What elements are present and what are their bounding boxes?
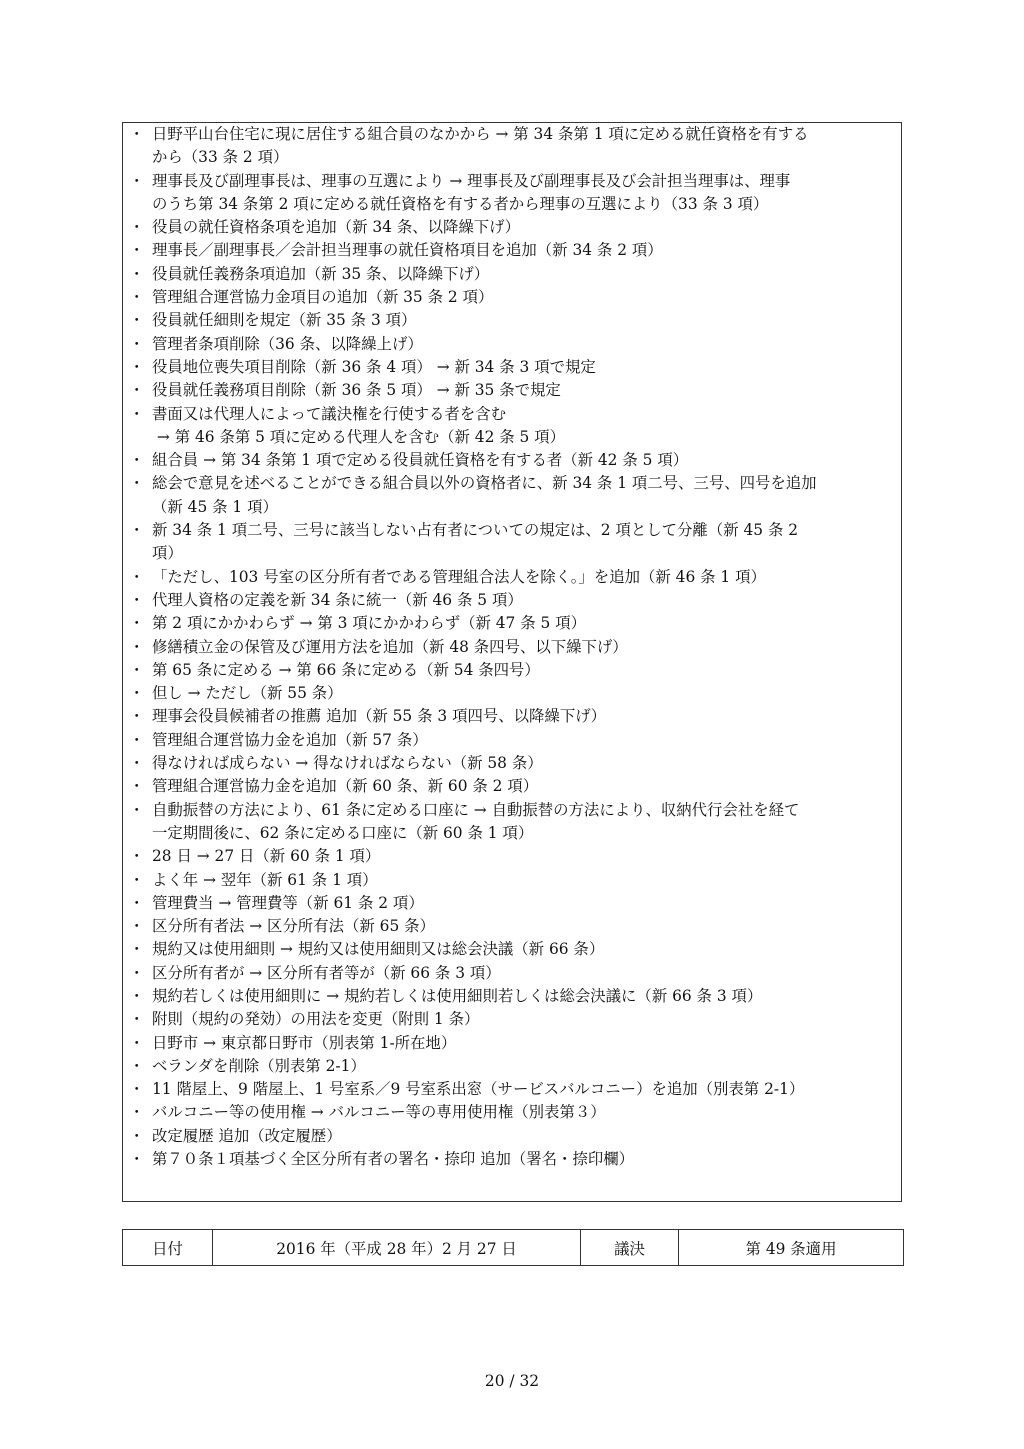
resolution-row <box>123 1230 904 1266</box>
bullet-mark: ・ <box>129 474 145 493</box>
list-item-text: 日野市 → 東京都日野市（別表第 1-所在地） <box>152 1033 457 1052</box>
amendment-list <box>129 123 895 1171</box>
list-item-text: 理事長／副理事長／会計担当理事の就任資格項目を追加（新 34 条 2 項） <box>152 241 663 260</box>
list-item <box>129 216 895 239</box>
list-item-text: 管理組合運営協力金項目の追加（新 35 条 2 項） <box>152 288 494 307</box>
list-item <box>129 1101 895 1124</box>
list-item <box>129 775 895 798</box>
list-item-text: 11 階屋上、9 階屋上、1 号室系／9 号室系出窓（サービスバルコニー）を追加（別表第 2-1） <box>152 1080 805 1099</box>
bullet-mark: ・ <box>129 707 145 726</box>
bullet-mark: ・ <box>129 241 145 260</box>
list-item-text: 役員就任義務条項追加（新 35 条、以降繰下げ） <box>152 264 490 283</box>
list-item <box>129 729 895 752</box>
bullet-mark: ・ <box>129 847 145 866</box>
list-item <box>129 589 895 612</box>
bullet-mark: ・ <box>129 1056 145 1075</box>
list-item <box>129 659 895 682</box>
list-item-text: 書面又は代理人によって議決権を行使する者を含む → 第 46 条第 5 項に定める代理人を含む（新 42 条 5 項） <box>152 404 566 446</box>
list-item-text: 役員就任義務項目削除（新 36 条 5 項） → 新 35 条で規定 <box>152 381 561 400</box>
bullet-mark: ・ <box>129 218 145 237</box>
list-item-text: 第７０条１項基づく全区分所有者の署名・捺印 追加（署名・捺印欄） <box>152 1150 635 1169</box>
list-item-text: 管理組合運営協力金を追加（新 60 条、新 60 条 2 項） <box>152 777 539 796</box>
bullet-mark: ・ <box>129 1103 145 1122</box>
list-item <box>129 379 895 402</box>
list-item-text: 得なければ成らない → 得なければならない（新 58 条） <box>152 754 543 773</box>
list-item <box>129 449 895 472</box>
bullet-mark: ・ <box>129 264 145 283</box>
list-item-text: 日野平山台住宅に現に居住する組合員のなかから → 第 34 条第 1 項に定める就任資格を有する から（33 条 2 項） <box>152 125 809 167</box>
list-item-text: 理事会役員候補者の推薦 追加（新 55 条 3 項四号、以降繰下げ） <box>152 707 606 726</box>
list-item-text: 管理組合運営協力金を追加（新 57 条） <box>152 730 428 749</box>
list-item <box>129 286 895 309</box>
list-item-text: 附則（規約の発効）の用法を変更（附則 1 条） <box>152 1010 480 1029</box>
list-item-text: 理事長及び副理事長は、理事の互選により → 理事長及び副理事長及び会計担当理事は、理事 のうち第 34 条第 2 項に定める就任資格を有する者から理事の互選により（33 条 3 項） <box>152 171 791 213</box>
list-item <box>129 1055 895 1078</box>
bullet-mark: ・ <box>129 893 145 912</box>
list-item <box>129 636 895 659</box>
list-item <box>129 799 895 846</box>
bullet-mark: ・ <box>129 311 145 330</box>
list-item-text: 役員就任細則を規定（新 35 条 3 項） <box>152 311 417 330</box>
list-item <box>129 1078 895 1101</box>
list-item <box>129 1032 895 1055</box>
bullet-mark: ・ <box>129 171 145 190</box>
list-item <box>129 309 895 332</box>
list-item-text: 新 34 条 1 項二号、三号に該当しない占有者についての規定は、2 項として分離（新 45 条 2 項） <box>152 521 799 563</box>
list-item <box>129 263 895 286</box>
list-item-text: 組合員 → 第 34 条第 1 項で定める役員就任資格を有する者（新 42 条 5 項） <box>152 451 689 470</box>
list-item-text: 役員の就任資格条項を追加（新 34 条、以降繰下げ） <box>152 218 520 237</box>
list-item <box>129 962 895 985</box>
list-item <box>129 123 895 170</box>
list-item <box>129 333 895 356</box>
list-item-text: 第 65 条に定める → 第 66 条に定める（新 54 条四号） <box>152 660 540 679</box>
bullet-mark: ・ <box>129 125 145 143</box>
bullet-mark: ・ <box>129 1010 145 1029</box>
list-item <box>129 752 895 775</box>
list-item-text: 総会で意見を述べることができる組合員以外の資格者に、新 34 条 1 項二号、三号、四号を追加 （新 45 条 1 項） <box>152 474 817 516</box>
bullet-mark: ・ <box>129 1150 145 1169</box>
bullet-mark: ・ <box>129 1033 145 1052</box>
list-item <box>129 612 895 635</box>
bullet-mark: ・ <box>129 334 145 353</box>
bullet-mark: ・ <box>129 730 145 749</box>
resolution-label: 議決 <box>581 1230 679 1266</box>
bullet-mark: ・ <box>129 1080 145 1099</box>
list-item-text: 代理人資格の定義を新 34 条に統一（新 46 条 5 項） <box>152 590 523 609</box>
bullet-mark: ・ <box>129 590 145 609</box>
bullet-mark: ・ <box>129 1126 145 1145</box>
bullet-mark: ・ <box>129 917 145 936</box>
list-item <box>129 403 895 450</box>
list-item <box>129 170 895 217</box>
list-item <box>129 1008 895 1031</box>
list-item <box>129 985 895 1008</box>
amendment-list-box <box>122 122 902 1202</box>
bullet-mark: ・ <box>129 754 145 773</box>
list-item-text: 役員地位喪失項目削除（新 36 条 4 項） → 新 34 条 3 項で規定 <box>152 357 596 376</box>
resolution-value: 第 49 条適用 <box>679 1230 904 1266</box>
list-item <box>129 519 895 566</box>
list-item-text: よく年 → 翌年（新 61 条 1 項） <box>152 870 378 889</box>
list-item-text: バルコニー等の使用権 → バルコニー等の専用使用権（別表第３） <box>152 1103 606 1122</box>
list-item-text: 規約若しくは使用細則に → 規約若しくは使用細則若しくは総会決議に（新 66 条 3 項） <box>152 986 763 1005</box>
bullet-mark: ・ <box>129 521 145 540</box>
list-item-text: 管理者条項削除（36 条、以降繰上げ） <box>152 334 423 353</box>
bullet-mark: ・ <box>129 567 145 586</box>
list-item-text: 修繕積立金の保管及び運用方法を追加（新 48 条四号、以下繰下げ） <box>152 637 628 656</box>
page-number: 20 / 32 <box>484 1372 540 1390</box>
bullet-mark: ・ <box>129 660 145 679</box>
list-item-text: 規約又は使用細則 → 規約又は使用細則又は総会決議（新 66 条） <box>152 940 605 959</box>
list-item-text: 自動振替の方法により、61 条に定める口座に → 自動振替の方法により、収納代行会社を経て 一定期間後に、62 条に定める口座に（新 60 条 1 項） <box>152 800 800 842</box>
bullet-mark: ・ <box>129 963 145 982</box>
list-item-text: 区分所有者が → 区分所有者等が（新 66 条 3 項） <box>152 963 501 982</box>
list-item <box>129 239 895 262</box>
bullet-mark: ・ <box>129 870 145 889</box>
list-item-text: 区分所有者法 → 区分所有法（新 65 条） <box>152 917 435 936</box>
list-item-text: ベランダを削除（別表第 2-1） <box>152 1056 366 1075</box>
list-item <box>129 845 895 868</box>
list-item <box>129 682 895 705</box>
list-item <box>129 869 895 892</box>
bullet-mark: ・ <box>129 357 145 376</box>
list-item-text: 28 日 → 27 日（新 60 条 1 項） <box>152 847 381 866</box>
bullet-mark: ・ <box>129 940 145 959</box>
bullet-mark: ・ <box>129 614 145 633</box>
list-item-text: 第 2 項にかかわらず → 第 3 項にかかわらず（新 47 条 5 項） <box>152 614 586 633</box>
list-item <box>129 705 895 728</box>
bullet-mark: ・ <box>129 986 145 1005</box>
list-item-text: 但し → ただし（新 55 条） <box>152 684 343 703</box>
bullet-mark: ・ <box>129 451 145 470</box>
list-item <box>129 472 895 519</box>
list-item <box>129 1125 895 1148</box>
list-item <box>129 356 895 379</box>
list-item <box>129 892 895 915</box>
bullet-mark: ・ <box>129 637 145 656</box>
bullet-mark: ・ <box>129 777 145 796</box>
list-item <box>129 915 895 938</box>
bullet-mark: ・ <box>129 381 145 400</box>
bullet-mark: ・ <box>129 288 145 307</box>
list-item-text: 管理費当 → 管理費等（新 61 条 2 項） <box>152 893 424 912</box>
resolution-table <box>122 1229 904 1266</box>
bullet-mark: ・ <box>129 800 145 819</box>
bullet-mark: ・ <box>129 684 145 703</box>
list-item-text: 「ただし、103 号室の区分所有者である管理組合法人を除く。」を追加（新 46 条 1 項） <box>152 567 766 586</box>
bullet-mark: ・ <box>129 404 145 423</box>
list-item <box>129 938 895 961</box>
list-item <box>129 566 895 589</box>
date-label: 日付 <box>123 1230 213 1266</box>
date-value: 2016 年（平成 28 年）2 月 27 日 <box>213 1230 581 1266</box>
list-item <box>129 1148 895 1171</box>
list-item-text: 改定履歴 追加（改定履歴） <box>152 1126 342 1145</box>
